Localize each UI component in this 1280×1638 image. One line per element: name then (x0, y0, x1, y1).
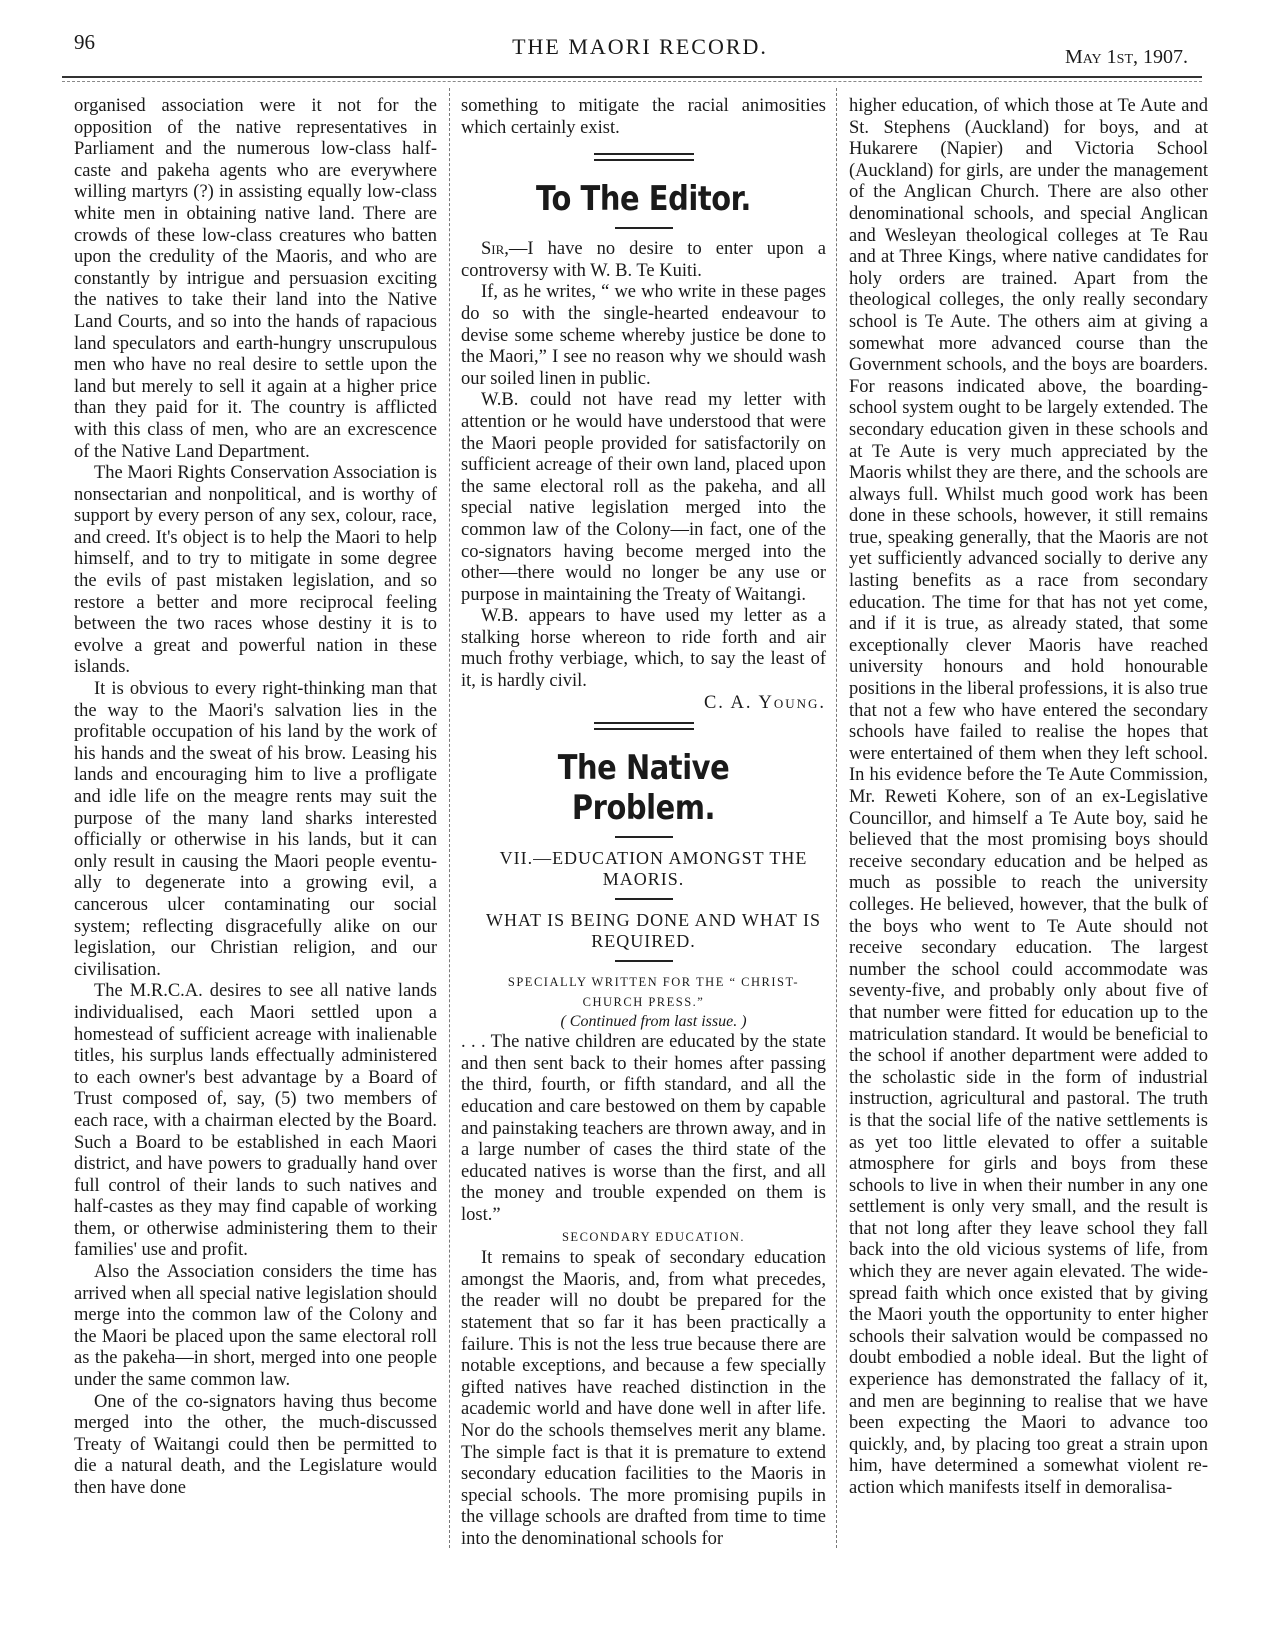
column-3 (849, 96, 1208, 1500)
paragraph: W.B. appears to have used my letter as a stalking horse whereon to ride forth and air much frothy verbiage, which, to say the least of it, is hardly civil. (461, 606, 826, 692)
heading-rule (615, 960, 673, 962)
article-subheading: VII.—EDUCATION AMONGST THE MAORIS. (499, 848, 808, 890)
paragraph: higher education, of which those at Te Aute and St. Stephens (Auckland) for boys, and at Hukarere (Napier) and Victoria School (Auckland) for girls, are under the management of the Anglican Church. There are also other denominational schools, and special Anglican and Wesleyan theological colleges at Te Rau and at Three Kings, where native candidates for holy orders are trained. Apart from the theological colleges, the only really secondary school is Te Aute. The others aim at giving a somewhat more advanced course than the Government schools, and the boys are boarders. For reasons indicated above, the boarding-school system ought to be largely extended. The secondary education given in these schools and at Te Aute is very much appreciated by the Maoris whilst they are there, and the schools are always full. Whilst much good work has been done in these schools, however, it still remains true, speaking generally, that the Maoris are not yet sufficiently advanced socially to derive any lasting benefits as a race from secondary education. The time for that has not yet come, and if it is true, as already stated, that some exceptionally clever Maoris have reached university honours and hold honourable positions in the liberal professions, it is also true that not a few who have entered the secondary schools have failed to realise the hopes that were entertained of them when they left school. In his evidence before the Te Aute Commission, Mr. Reweti Kohere, son of an ex-Legislative Councillor, and himself a Te Aute boy, said he believed that the most promising boys should receive secondary education and be helped as much as possible to reach the university colleges. He believed, however, that the bulk of the boys who went to Te Aute should not receive secondary education. The largest number the school could accommodate was seventy-five, and probably only about five of that number were fitted for education up to the matriculation standard. It would be beneficial to the school if another department were added to the scholastic side in the form of industrial instruction, agricultural and pastoral. The truth is that the social life of the native settlements is as yet too little elevated to offer a suitable atmosphere for girls and boys from these schools to live in when their number in any one settlement is only very small, and the result is that not long after they leave school they fall back into the old vicious systems of life, from which they are never again elevated. The widespread faith which once existed that by giving the Maori youth the opportunity to enter higher schools their salvation would be compassed no doubt embodied a noble ideal. But the light of experience has demonstrated the fallacy of it, and men are beginning to realise that we have been expecting the Maori to advance too quickly, and, by placing too great a strain upon him, have determined a somewhat violent reaction which manifests itself in demoralisa- (849, 96, 1208, 1498)
letter-opening (461, 239, 826, 282)
continued-note: ( Continued from last issue. ) (560, 1013, 747, 1031)
paragraph: organised association were it not for the opposition of the native representatives in Parliament and the numerous low-class half-caste and pakeha agents who are everywhere willing martyrs (?) in assisting equally low-class white men in obtaining native land. There are crowds of these low-class creatures who batten upon the credulity of the Maoris, and who are constantly by intrigue and persuasion exciting the natives to take their land into the Native Land Courts, and so into the hands of rapacious land speculators and earth-hungry unscrupulous men who have no real desire to settle upon the land but merely to sell it again at a higher price than they paid for it. The country is afflicted with this class of men, who are an excrescence of the Native Land Department. (74, 96, 437, 462)
paragraph: The Maori Rights Conservation Association is nonsectarian and nonpolitical, and is worthy of support by every person of any sex, colour, race, and creed. It's object is to help the Maori to help himself, and to try to mitigate in some degree the evils of past mistaken legislation, and so restore a better and more reciprocal feeling between the two races whose destiny it is to evolve a great and powerful nation in these islands. (74, 463, 437, 678)
section-divider (594, 722, 694, 730)
header-rule-secondary (62, 81, 1202, 82)
article-byline: SPECIALLY WRITTEN FOR THE “ CHRIST-CHURCH PRESS.” (507, 975, 800, 1010)
heading-rule (615, 227, 673, 229)
paragraph: . . . The native children are educated by the state and then sent back to their homes after passing the third, fourth, or fifth standard, and all the education and care bestowed on them by capable and painstaking teachers are thrown away, and in a large number of cases the third state of the educated natives is worse than the first, and all the money and trouble expended on them is lost.” (461, 1032, 826, 1225)
heading-rule (615, 898, 673, 900)
paragraph: It remains to speak of secondary education amongst the Maoris, and, from what precedes, the reader will no doubt be prepared for the statement that so far it has been practically a failure. This is not the less true because there are notable exceptions, and because a few specially gifted natives have reached distinction in the academic world and have done well in after life. Nor do the schools themselves merit any blame. The simple fact is that it is premature to extend secondary education facilities to the Maoris in special schools. The more promising pupils in the village schools are drafted from time to time into the denominational schools for (461, 1248, 826, 1549)
article-heading: The Native Problem. (557, 748, 730, 829)
column-2 (461, 96, 826, 1551)
publication-title: THE MAORI RECORD. (512, 34, 768, 59)
issue-date: May 1st, 1907. (1064, 46, 1188, 68)
section-divider (594, 153, 694, 161)
salutation: Sir, (481, 239, 509, 260)
paragraph: It is obvious to every right-thinking man that the way to the Maori's salvation lies in the profitable occupation of his land by the work of his hands and the sweat of his brow. Leasing his lands and encouraging him to live a profligate and idle life on the meagre rents may suit the purpose of the many land sharks interested officially or otherwise in his lands, but it can only result in causing the Maori people eventually to degenerate into a growing evil, a cancerous ulcer contaminating our social system; reflecting disgracefully alike on our legislation, our Christian religion, and our civilisation. (74, 679, 437, 980)
letter-heading: To The Editor. (536, 179, 751, 220)
heading-rule (615, 836, 673, 838)
letter-signature: C. A. Young. (703, 692, 826, 713)
page-number: 96 (74, 30, 95, 54)
column-divider (449, 88, 450, 1548)
paragraph: Also the Association considers the time has arrived when all special native legislation should merge into the common law of the Colony and the Maori be placed upon the same electoral roll as the pakeha—in short, merged into one people under the same common law. (74, 1262, 437, 1391)
column-1 (74, 96, 437, 1500)
page-header (0, 0, 1280, 90)
paragraph: One of the co-signators having thus become merged into the other, the much-discussed Treaty of Waitangi could then be permitted to die a natural death, and the Legislature would then have done (74, 1391, 437, 1498)
paragraph: The M.R.C.A. desires to see all native lands individualised, each Maori settled upon a homestead of sufficient acreage with inalienable titles, his surplus lands effectually administered to each owner's best advantage by a Board of Trust composed of, say, (5) two members of each race, with a chairman elected by the Board. Such a Board to be established in each Maori district, and have powers to gradually hand over full control of their lands to such natives and half-castes as they may find capable of working them, or otherwise administering them to their families' use and profit. (74, 981, 437, 1261)
letter-opening-text: —I have no desire to enter upon a controversy with W. B. Te Kuiti. (461, 239, 826, 281)
header-rule (62, 76, 1202, 78)
continued-paragraph: something to mitigate the racial animosities which certainly exist. (461, 96, 826, 138)
section-heading: SECONDARY EDUCATION. (561, 1229, 745, 1244)
paragraph: If, as he writes, “ we who write in these pages do so with the single-hearted endeavour to devise some scheme whereby justice be done to the Maori,” I see no reason why we should wash our soiled linen in public. (461, 282, 826, 389)
article-subheading-2: WHAT IS BEING DONE AND WHAT IS REQUIRED. (486, 910, 821, 952)
paragraph: W.B. could not have read my letter with attention or he would have understood that were the Maori people provided for satisfactorily on sufficient acreage of their own land, placed upon the same electoral roll as the pakeha, and all special native legislation merged into the common law of the Colony—in fact, one of the co-signators having become merged into the other—there would no longer be any use or purpose in maintaining the Treaty of Waitangi. (461, 390, 826, 605)
column-divider (836, 88, 837, 1548)
